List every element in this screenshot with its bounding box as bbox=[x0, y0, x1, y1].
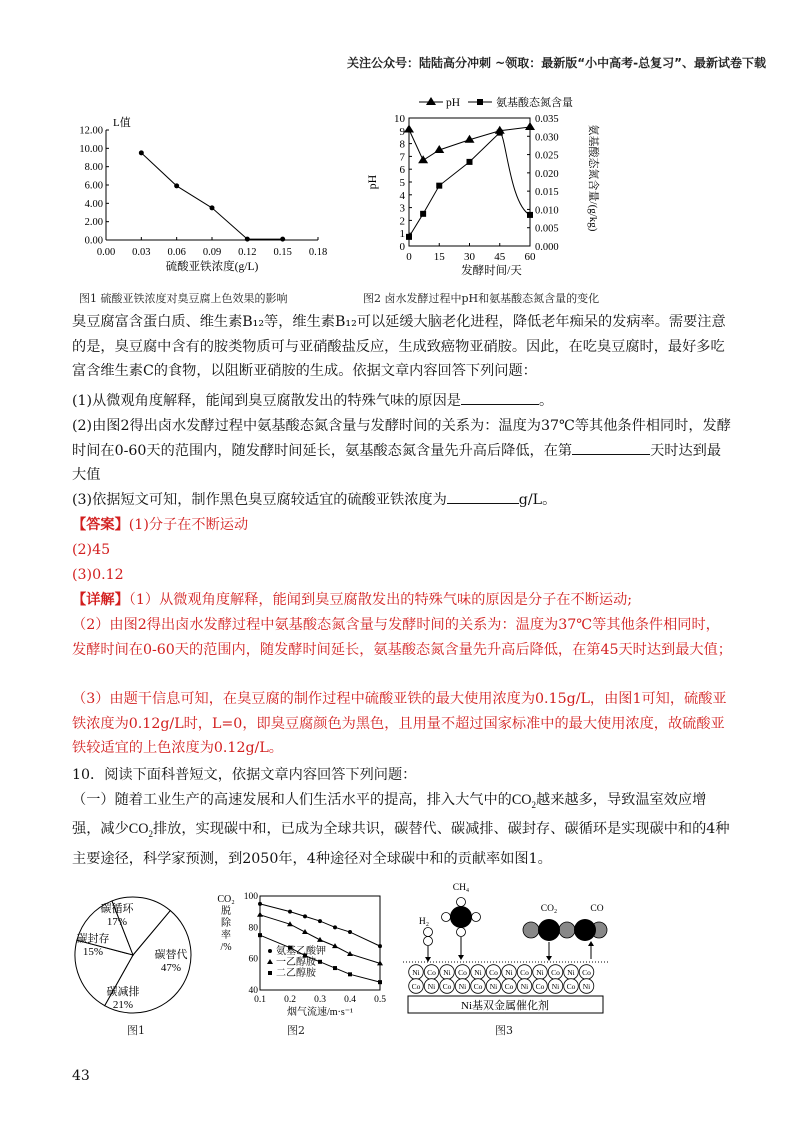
nitrogen-point bbox=[467, 159, 473, 165]
y-tick-label: 2.00 bbox=[84, 217, 103, 229]
legend-label: 一乙醇胺 bbox=[276, 957, 316, 968]
c-atom bbox=[538, 919, 560, 941]
atom-label: Ni bbox=[520, 982, 529, 991]
co2-arrowhead bbox=[546, 956, 552, 961]
y-left-tick-label: 2 bbox=[399, 215, 405, 228]
y-axis-label: 率 bbox=[221, 930, 231, 941]
y-right-axis-label: 氨基酸态氮含量/(g/kg) bbox=[587, 124, 599, 232]
pie-percent: 15% bbox=[82, 946, 104, 958]
c-atom bbox=[450, 906, 472, 928]
y-tick-label: 0.00 bbox=[84, 235, 103, 247]
x-tick-label: 0.4 bbox=[344, 995, 356, 1005]
series-line-nitrogen bbox=[409, 133, 530, 237]
pie-label: 碳替代 bbox=[154, 949, 188, 961]
pie-caption: 图1 bbox=[127, 1024, 145, 1037]
x-tick-label: 0.2 bbox=[284, 995, 296, 1005]
page-number: 43 bbox=[72, 1068, 90, 1084]
legend-n-marker bbox=[477, 99, 483, 105]
y-tick-label: 60 bbox=[248, 954, 258, 965]
series-point bbox=[302, 929, 308, 934]
series-point bbox=[258, 933, 262, 937]
legend-n-label: 氨基酸态氮含量 bbox=[496, 97, 573, 109]
y-right-tick-label: 0.015 bbox=[535, 187, 559, 199]
h-atom bbox=[457, 898, 466, 907]
y-left-tick-label: 6 bbox=[399, 164, 405, 177]
series-point bbox=[333, 925, 337, 929]
legend-marker bbox=[267, 959, 273, 964]
atom-label: Co bbox=[489, 968, 498, 977]
o-atom bbox=[523, 922, 539, 938]
data-point bbox=[139, 150, 144, 155]
series-point bbox=[317, 937, 323, 942]
h-atom bbox=[424, 928, 433, 937]
x-tick-label: 0.15 bbox=[273, 247, 292, 258]
y-tick-label: 8.00 bbox=[84, 162, 103, 174]
series-point bbox=[347, 951, 353, 956]
series-point bbox=[258, 902, 262, 906]
question-10-paragraph bbox=[72, 788, 732, 871]
atom-label: Co bbox=[458, 968, 467, 977]
y-right-tick-label: 0.005 bbox=[535, 223, 559, 235]
y-left-tick-label: 4 bbox=[399, 189, 405, 202]
series-point bbox=[318, 919, 322, 923]
series-point bbox=[378, 944, 382, 948]
y-right-tick-label: 0.010 bbox=[535, 205, 559, 217]
y-left-tick-label: 1 bbox=[399, 228, 405, 241]
atom-label: Co bbox=[582, 968, 591, 977]
legend-ph-label: pH bbox=[446, 97, 461, 109]
catalyst-caption: 图3 bbox=[495, 1024, 513, 1037]
y-tick-label: 10.00 bbox=[79, 143, 103, 155]
atom-label: Ni bbox=[412, 968, 420, 977]
y-left-tick-label: 9 bbox=[399, 125, 405, 138]
x-tick-label: 0.3 bbox=[314, 995, 326, 1005]
nitrogen-point bbox=[420, 211, 426, 217]
x-tick-label: 0.5 bbox=[374, 995, 386, 1005]
y-tick-label: 40 bbox=[248, 986, 258, 996]
atom-label: Ni bbox=[474, 968, 482, 977]
x-tick-label: 15 bbox=[433, 251, 445, 263]
atom-label: Co bbox=[566, 982, 576, 991]
c-atom bbox=[574, 919, 596, 941]
atom-label: Co bbox=[442, 982, 452, 991]
question-1 bbox=[72, 389, 732, 414]
h-atom bbox=[457, 928, 466, 937]
answer-blank-3[interactable] bbox=[447, 489, 519, 504]
pie-label: 碳减排 bbox=[106, 986, 140, 998]
pie-percent: 21% bbox=[112, 999, 134, 1011]
y-axis-label: 除 bbox=[221, 918, 231, 929]
y-left-tick-label: 0 bbox=[399, 241, 405, 253]
x-axis-label: 发酵时间/天 bbox=[461, 265, 522, 277]
series-line-lvalue bbox=[141, 153, 282, 239]
y-axis-label: CO₂ bbox=[217, 894, 235, 905]
q10-text-b: 越来越多，导致温室效应增强，减少 bbox=[72, 792, 707, 838]
atom-label: Co bbox=[411, 982, 421, 991]
o-atom bbox=[559, 922, 575, 938]
legend-label: 氨基乙酸钾 bbox=[276, 946, 326, 957]
catalyst-diagram bbox=[398, 880, 613, 1020]
pie-chart-contribution bbox=[70, 885, 200, 1035]
atom-label: Ni bbox=[443, 968, 451, 977]
y-left-tick-label: 8 bbox=[399, 138, 405, 151]
legend-marker bbox=[268, 949, 272, 953]
question-1-text: (1)从微观角度解释，能闻到臭豆腐散发出的特殊气味的原因是 bbox=[72, 393, 461, 409]
y-tick-label: 100 bbox=[243, 892, 258, 902]
header-note: 关注公众号：陆陆高分冲刺 ~领取：最新版“小中高考-总复习”、最新试卷下载 bbox=[347, 56, 766, 70]
series-line-ph bbox=[409, 127, 530, 160]
series-point bbox=[257, 912, 263, 917]
fig2-ph-nitrogen-chart bbox=[362, 88, 612, 288]
h2-label: H₂ bbox=[418, 917, 430, 927]
question-10-title: 10．阅读下面科普短文，依据文章内容回答下列问题： bbox=[72, 767, 417, 783]
ph-point bbox=[525, 122, 535, 130]
h2-arrowhead bbox=[425, 957, 431, 962]
y-left-tick-label: 7 bbox=[399, 151, 405, 164]
x-tick-label: 0.06 bbox=[167, 247, 186, 258]
question-3-end: g/L。 bbox=[518, 492, 557, 508]
y-left-axis-label: pH bbox=[365, 174, 379, 190]
pie-percent: 17% bbox=[106, 916, 128, 928]
series-point bbox=[348, 972, 352, 976]
co-label: CO bbox=[590, 904, 604, 914]
co-arrowhead bbox=[588, 941, 594, 946]
h-atom bbox=[424, 937, 433, 946]
ch4-arrowhead bbox=[458, 955, 464, 960]
answer-blank-2[interactable] bbox=[572, 440, 650, 455]
y-tick-label: 6.00 bbox=[84, 180, 103, 192]
nitrogen-point bbox=[527, 212, 533, 218]
x-axis-label: 硫酸亚铁浓度(g/L) bbox=[165, 261, 259, 273]
atom-label: Ni bbox=[536, 968, 544, 977]
answer-2: (2)45 bbox=[72, 542, 111, 558]
x-tick-label: 0.09 bbox=[202, 247, 222, 258]
detail-line-1 bbox=[72, 588, 732, 613]
x-tick-label: 0 bbox=[406, 251, 412, 263]
detail-label: 【详解】 bbox=[72, 592, 129, 608]
ph-point bbox=[404, 125, 414, 133]
question-3-text: (3)依据短文可知，制作黑色臭豆腐较适宜的硫酸亚铁浓度为 bbox=[72, 492, 447, 508]
y-left-tick-label: 5 bbox=[399, 177, 405, 189]
detail-3: （3）由题干信息可知，在臭豆腐的制作过程中硫酸亚铁的最大使用浓度为0.15g/L，由图1可知，硫酸亚铁浓度为0.12g/L时，L=0，即臭豆腐颜色为黑色，且用量不超过国家标准中的最大使用浓度，故硫酸亚铁较适宜的上色浓度为0.12g/L。 bbox=[72, 691, 727, 756]
y-tick-label: 80 bbox=[248, 923, 258, 934]
pie-label: 碳循环 bbox=[100, 903, 134, 915]
y-left-tick-label: 10 bbox=[394, 113, 405, 125]
h-atom bbox=[442, 913, 451, 922]
legend-marker bbox=[268, 971, 272, 975]
h-atom bbox=[472, 913, 481, 922]
y-axis-label: L值 bbox=[113, 117, 131, 129]
data-point bbox=[245, 237, 250, 242]
series-point bbox=[288, 910, 292, 914]
co2-removal-chart bbox=[218, 888, 400, 1023]
x-tick-label: 0.03 bbox=[132, 247, 151, 258]
fig1-lvalue-chart bbox=[70, 110, 340, 280]
series-point bbox=[303, 914, 307, 918]
nitrogen-point bbox=[406, 234, 412, 240]
answer-label: 【答案】 bbox=[72, 517, 129, 533]
atom-label: Ni bbox=[551, 982, 560, 991]
atom-label: Ni bbox=[458, 982, 467, 991]
pie-label: 碳封存 bbox=[76, 933, 110, 945]
nitrogen-point bbox=[497, 130, 503, 136]
co2-formula: $CO_2$ bbox=[511, 792, 537, 810]
data-point bbox=[210, 205, 215, 210]
co2-label: CO₂ bbox=[540, 904, 558, 914]
series-point bbox=[318, 960, 322, 964]
x-tick-label: 0.12 bbox=[238, 247, 257, 258]
series-point bbox=[348, 930, 352, 934]
answer-1: (1)分子在不断运动 bbox=[128, 517, 249, 533]
fig1-caption: 图1 硫酸亚铁浓度对臭豆腐上色效果的影响 bbox=[79, 292, 288, 305]
question-1-end: 。 bbox=[538, 393, 554, 409]
atom-label: Co bbox=[535, 982, 545, 991]
x-tick-label: 0.1 bbox=[254, 995, 266, 1005]
question-2-text: (2)由图2得出卤水发酵过程中氨基酸态氮含量与发酵时间的关系为：温度为37℃等其他条件相同时，发酵时间在0-60天的范围内，随发酵时间延长，氨基酸态氮含量先升高后降低，在第 bbox=[72, 418, 731, 459]
data-point bbox=[280, 237, 285, 242]
y-right-tick-label: 0.020 bbox=[535, 168, 559, 180]
y-left-tick-label: 3 bbox=[399, 202, 405, 215]
detail-1: （1）从微观角度解释，能闻到臭豆腐散发出的特殊气味的原因是分子在不断运动; bbox=[128, 592, 633, 608]
co2-chart-caption: 图2 bbox=[287, 1024, 305, 1037]
nitrogen-point bbox=[436, 183, 442, 189]
atom-label: Ni bbox=[505, 968, 513, 977]
question-3 bbox=[72, 488, 732, 513]
legend-ph-marker bbox=[426, 97, 436, 105]
legend-label: 二乙醇胺 bbox=[276, 968, 316, 979]
fig2-caption: 图2 卤水发酵过程中pH和氨基酸态氮含量的变化 bbox=[363, 292, 600, 305]
question-2 bbox=[72, 414, 732, 488]
intro-paragraph: 臭豆腐富含蛋白质、维生素B₁₂等，维生素B₁₂可以延缓大脑老化进程，降低老年痴呆的发病率。需要注意的是，臭豆腐中含有的胺类物质可与亚硝酸盐反应，生成致癌物亚硝胺。因此，在吃臭豆腐时，最好多吃富含维生素C的食物，以阻断亚硝胺的生成。依据文章内容回答下列问题： bbox=[72, 314, 726, 379]
answer-blank-1[interactable] bbox=[461, 390, 539, 405]
answer-line-1 bbox=[72, 513, 732, 538]
q10-text-a: （一）随着工业生产的高速发展和人们生活水平的提高，排入大气中的 bbox=[72, 792, 512, 808]
y-right-tick-label: 0.030 bbox=[535, 132, 559, 144]
y-tick-label: 12.00 bbox=[79, 125, 103, 137]
detail-2: （2）由图2得出卤水发酵过程中氨基酸态氮含量与发酵时间的关系为：温度为37℃等其他条件相同时，发酵时间在0-60天的范围内，随发酵时间延长，氨基酸态氮含量先升高后降低，在第45天时达到最大值； bbox=[72, 617, 732, 658]
series-point bbox=[378, 980, 382, 984]
atom-label: Co bbox=[427, 968, 436, 977]
pie-percent: 47% bbox=[160, 962, 182, 974]
atom-label: Co bbox=[551, 968, 560, 977]
question-2-end: 天时达到最大值 bbox=[72, 442, 722, 483]
x-tick-label: 60 bbox=[524, 251, 536, 263]
series-point bbox=[333, 966, 337, 970]
atom-label: Co bbox=[520, 968, 529, 977]
atom-label: Ni bbox=[582, 982, 591, 991]
y-axis-label: 脱 bbox=[221, 906, 231, 917]
x-tick-label: 0.00 bbox=[96, 247, 116, 258]
y-right-tick-label: 0.025 bbox=[535, 150, 559, 162]
ph-point bbox=[418, 155, 428, 163]
co2-formula: $CO_2$ bbox=[128, 821, 153, 840]
answer-3: (3)0.12 bbox=[72, 567, 124, 583]
x-axis-label: 烟气流速/m·s⁻¹ bbox=[286, 1007, 354, 1018]
atom-label: Co bbox=[504, 982, 514, 991]
x-tick-label: 0.18 bbox=[308, 247, 328, 258]
data-point bbox=[174, 183, 179, 188]
y-right-tick-label: 0.035 bbox=[535, 114, 559, 125]
atom-label: Ni bbox=[567, 968, 575, 977]
ch4-label: CH₄ bbox=[452, 883, 470, 893]
y-tick-label: 4.00 bbox=[84, 198, 103, 210]
y-right-tick-label: 0.000 bbox=[535, 242, 559, 253]
y-axis-label: /% bbox=[220, 942, 232, 953]
atom-label: Ni bbox=[427, 982, 436, 991]
q10-text-c: 排放，实现碳中和，已成为全球共识，碳替代、碳减排、碳封存、碳循环是实现碳中和的4种主要途径，科学家预测，到2050年，4种途径对全球碳中和的贡献率如图1。 bbox=[72, 821, 730, 867]
catalyst-base-label: Ni基双金属催化剂 bbox=[461, 1000, 549, 1012]
atom-label: Co bbox=[473, 982, 483, 991]
x-tick-label: 45 bbox=[494, 251, 506, 263]
x-tick-label: 30 bbox=[464, 251, 475, 263]
atom-label: Ni bbox=[489, 982, 498, 991]
